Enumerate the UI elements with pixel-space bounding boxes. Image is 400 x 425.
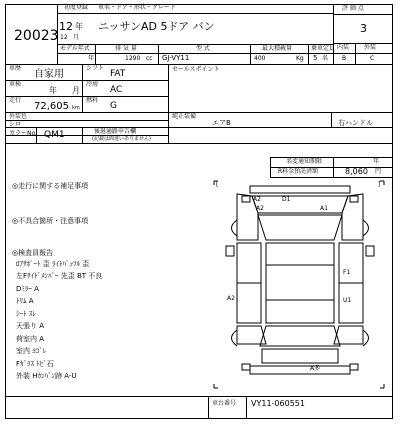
- color-label: 外装色: [9, 113, 28, 120]
- displacement-value: 1290: [125, 55, 141, 62]
- aircon-value: AC: [110, 85, 123, 95]
- fuel-label: 燃料: [86, 97, 99, 104]
- mileage-value: 72,605: [34, 101, 69, 112]
- chassis-value: VY11-060551: [251, 399, 305, 408]
- registration-month: 12: [60, 34, 68, 41]
- interior-label: 内装: [337, 44, 350, 51]
- month-unit: 月: [73, 34, 80, 41]
- accessory-label: 純正装備: [172, 113, 197, 120]
- interior-value: B: [342, 55, 347, 62]
- color-value: シロ: [9, 121, 22, 128]
- damage-mark: A多: [310, 365, 321, 372]
- recycle-label: R料金預託済額: [278, 168, 319, 175]
- capacity-unit: 名: [322, 55, 329, 62]
- steering-value: 右ハンドル: [338, 119, 373, 127]
- load-label: 最大積載量: [262, 45, 293, 52]
- load-unit: Kg: [296, 55, 304, 62]
- category-label: 車歴: [9, 65, 22, 72]
- chassis-label: 車台番号: [212, 400, 237, 407]
- mileage-label: 走行: [9, 97, 22, 104]
- damage-mark: U1: [343, 297, 352, 304]
- capacity-value: 5: [313, 54, 318, 62]
- name-change-label: 名変通知期限: [286, 158, 323, 165]
- sales-point-label: セールスポイント: [172, 66, 220, 73]
- damage-mark: A2: [253, 196, 261, 203]
- registration-year: 12: [59, 20, 73, 33]
- shift-label: シフト: [86, 65, 105, 72]
- damage-mark: A1: [320, 205, 328, 212]
- accessory-value: エアB: [212, 119, 231, 127]
- note-sub: (記載は間違いありません): [92, 136, 151, 142]
- model-unit: 年: [88, 55, 95, 62]
- rating-label: 評 価 点: [342, 5, 364, 12]
- report-line: ﾄﾘﾑ A: [16, 297, 34, 305]
- aircon-label: 冷房: [86, 81, 99, 88]
- report-line: 天張り A: [16, 322, 45, 330]
- mileage-unit: km: [72, 105, 80, 111]
- report-line: 外装 Hｶﾝﾊﾞﾝ跡 A-U: [16, 372, 77, 380]
- section-driving-notes: ◎走行に関する補足事項: [12, 182, 89, 190]
- car-name-label: 車名・ドア・形状・グレード: [98, 4, 176, 11]
- color-no-label: カラーNo.: [9, 130, 37, 137]
- report-line: 室内 ﾖｺﾞﾚ: [16, 347, 47, 355]
- damage-mark: F1: [343, 269, 351, 276]
- rating-value: 3: [360, 22, 367, 35]
- inspection-year-unit: 年: [49, 86, 57, 95]
- report-line: Fｶﾞﾗｽ ﾄﾋﾞ石: [16, 360, 54, 368]
- inspection-month-unit: 月: [72, 86, 80, 95]
- auction-sheet: 20023 初度登録 車名・ドア・形状・グレード 12 年 12 月 ニッサンAD 5ドア バン 評 価 点 3 モデル年式 年 排 気 量 1290 cc 型 式 GJ-VY11 最大積載量 400 Kg 乗車定員 5 名 内装 外装 B C 車歴 自家用 シフト FAT セールスポイント 車検 年 月 冷房 AC 走行 72,605 km 燃料 G 外装色 シロ 純正装備 エアB 右ハンドル カラーNo. QM1 後退通路申告欄 (記載は間違いありません) 名変通知期限 年 R料金預託済額 8,060 円 ◎走行に関する補足事項 ◎不具合箇所・注意事項 ◎検査員報告 ﾛｱｻﾎﾟｰﾄ 歪 ﾗｲﾄﾊﾟｯﾌﾙ 歪 左Fｻｲﾄﾞﾒﾝﾊﾞｰ 先歪 BT 不良 Dﾐﾗｰ A ﾄﾘﾑ A ｼｰﾄ ｽﾚ 天張り A 荷室内 A 室内 ﾖｺﾞﾚ Fｶﾞﾗｽ ﾄﾋﾞ石 外装 Hｶﾝﾊﾞﾝ跡 A-U 車台番号 VY11-060551 [ ] A2 A2 D1 A1 F1 U1 A2 A多: [0, 0, 400, 425]
- damage-mark: A2: [227, 295, 235, 302]
- lot-number: 20023: [14, 28, 59, 44]
- recycle-value: 8,060: [345, 167, 368, 176]
- report-line: 荷室内 A: [16, 335, 45, 343]
- section-inspector-report: ◎検査員報告: [12, 249, 54, 257]
- model-label: モデル年式: [60, 45, 90, 52]
- inspection-label: 車検: [9, 81, 22, 88]
- category-value: 自家用: [34, 69, 64, 80]
- exterior-value: C: [370, 55, 375, 62]
- color-no-value: QM1: [44, 130, 65, 140]
- report-line: 左Fｻｲﾄﾞﾒﾝﾊﾞｰ 先歪 BT 不良: [16, 272, 103, 280]
- registration-label: 初度登録: [64, 4, 89, 11]
- car-name: ニッサンAD 5ドア バン: [98, 20, 215, 33]
- report-line: ﾛｱｻﾎﾟｰﾄ 歪 ﾗｲﾄﾊﾟｯﾌﾙ 歪: [16, 260, 90, 268]
- report-line: ｼｰﾄ ｽﾚ: [16, 310, 36, 318]
- load-value: 400: [254, 55, 266, 62]
- damage-mark: A2: [256, 205, 264, 212]
- name-change-unit: 年: [373, 158, 380, 165]
- recycle-unit: 円: [375, 168, 382, 175]
- exterior-label: 外装: [364, 44, 377, 51]
- section-defects: ◎不具合箇所・注意事項: [12, 217, 89, 225]
- report-line: Dﾐﾗｰ A: [16, 285, 39, 293]
- type-value: GJ-VY11: [162, 54, 190, 62]
- displacement-label: 排 気 量: [115, 45, 137, 52]
- shift-value: FAT: [110, 69, 126, 79]
- capacity-label: 乗車定員: [311, 45, 336, 52]
- damage-mark: D1: [282, 196, 291, 203]
- type-label: 型 式: [196, 45, 210, 52]
- fuel-value: G: [110, 101, 117, 111]
- year-unit: 年: [75, 22, 83, 31]
- note-label: 後退通路申告欄: [94, 128, 137, 135]
- displacement-unit: cc: [146, 55, 153, 62]
